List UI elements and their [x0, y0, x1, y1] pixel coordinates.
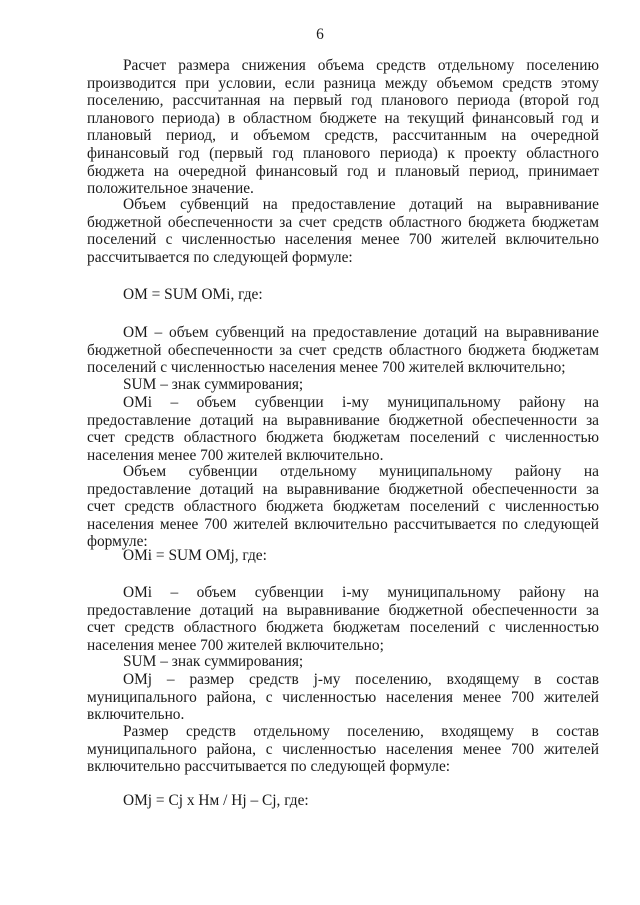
formula-om: ОМ = SUM ОМi, где: — [123, 286, 263, 303]
definition-sum-1: SUM – знак суммирования; — [123, 376, 304, 393]
definition-omi-2: ОМi – объем субвенции i-му муниципальному району на предоставление дотаций на выравнивание бюджетной обеспеченности за счет средств областного бюджета бюджетам поселений с численностью населения менее 700 жителей включительно; — [87, 584, 599, 654]
definition-om: ОМ – объем субвенций на предоставление дотаций на выравнивание бюджетной обеспеченности за счет средств областного бюджета бюджетам поселений с численностью населения менее 700 жителей включительно; — [87, 324, 599, 377]
definition-omi: ОМi – объем субвенции i-му муниципальному району на предоставление дотаций на выравнивание бюджетной обеспеченности за счет средств областного бюджета бюджетам поселений с численностью населения менее 700 жителей включительно. — [87, 394, 599, 464]
definition-omj: ОМj – размер средств j-му поселению, входящему в состав муниципального района, с численностью населения менее 700 жителей включительно. — [87, 671, 599, 724]
paragraph-subvention-volume: Объем субвенций на предоставление дотаций на выравнивание бюджетной обеспеченности за счет средств областного бюджета бюджетам поселений с численностью населения менее 700 жителей включительно рассчитывается по следующей формуле: — [87, 196, 599, 266]
page-number: 6 — [316, 26, 324, 43]
paragraph-reduction-condition: Расчет размера снижения объема средств отдельному поселению производится при условии, если разница между объемом средств этому поселению, рассчитанная на первый год планового периода (второй год планового периода) в областном бюджете на текущий финансовый год и плановый период, и объемом средств, рассчитанным на очередной финансовый год (первый год планового периода) к проекту областного бюджета на очередной финансовый год и плановый период, принимает положительное значение. — [87, 57, 599, 198]
formula-omj: ОМj = Cj x Нм / Нj – Cj, где: — [123, 792, 309, 809]
paragraph-settlement-funds: Размер средств отдельному поселению, входящему в состав муниципального района, с численностью населения менее 700 жителей включительно рассчитывается по следующей формуле: — [87, 723, 599, 776]
definition-sum-2: SUM – знак суммирования; — [123, 653, 304, 670]
formula-omi: ОМi = SUM ОМj, где: — [123, 547, 267, 564]
paragraph-district-subvention: Объем субвенции отдельному муниципальному району на предоставление дотаций на выравнивание бюджетной обеспеченности за счет средств областного бюджета бюджетам поселений с численностью населения менее 700 жителей включительно рассчитывается по следующей формуле: — [87, 463, 599, 551]
